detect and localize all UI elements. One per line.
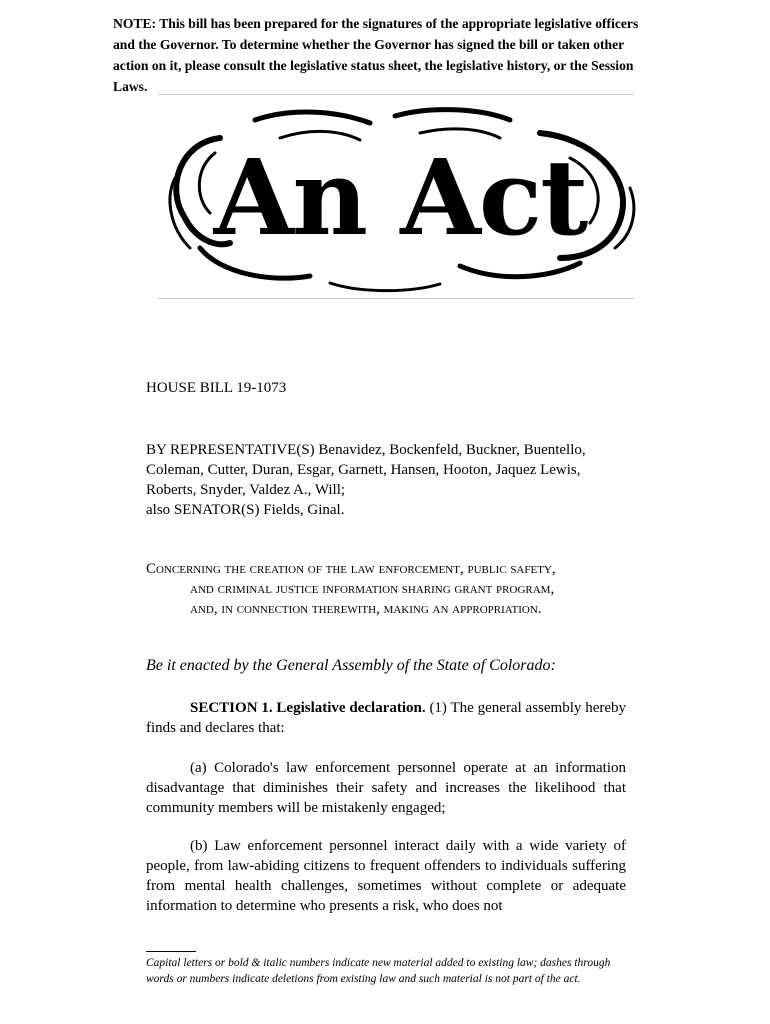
paragraph-b-text: (b) Law enforcement personnel interact daily with a wide variety of people, from law-abiding citizens to frequent offenders to individuals suffering from mental health challenges, sometimes without complete or adequate information to determine who presents a risk, who does not xyxy=(146,838,626,914)
section-1-text: (1) The general assembly hereby finds and declares that: xyxy=(146,700,627,736)
status-note: NOTE: This bill has been prepared for the signatures of the appropriate legislative officers and the Governor. To determine whether the Governor has signed the bill or taken other action on it, please consult the legislative status sheet, the legislative history, or the Session Laws. xyxy=(113,16,639,94)
footnote: Capital letters or bold & italic numbers indicate new material added to existing law; dashes through words or numbers indicate deletions from existing law and such material is not part of the act. xyxy=(146,957,611,985)
sponsors-line: BY REPRESENTATIVE(S) Benavidez, Bockenfeld, Buckner, Buentello, xyxy=(146,442,586,458)
bill-title xyxy=(146,559,631,619)
enacting-clause: Be it enacted by the General Assembly of the State of Colorado: xyxy=(146,657,556,674)
sponsors-line: Roberts, Snyder, Valdez A., Will; xyxy=(146,482,346,498)
bill-number: HOUSE BILL 19-1073 xyxy=(146,380,287,396)
an-act-logo xyxy=(160,98,640,296)
section-1-heading: SECTION 1. Legislative declaration. xyxy=(190,700,426,716)
title-first-letter: C xyxy=(146,561,157,577)
header-divider-top xyxy=(158,94,634,95)
title-line: and criminal justice information sharing grant program, xyxy=(190,581,555,597)
paragraph-a-text: (a) Colorado's law enforcement personnel operate at an information disadvantage that diminishes their safety and increases the likelihood that community members will be mistakenly engaged; xyxy=(146,760,626,816)
title-line: oncerning the creation of the law enforcement, public safety, xyxy=(156,561,556,577)
header-divider-bottom xyxy=(158,298,634,299)
footnote-divider xyxy=(146,951,196,952)
title-line: and, in connection therewith, making an appropriation. xyxy=(190,601,542,617)
sponsors-line: Coleman, Cutter, Duran, Esgar, Garnett, Hansen, Hooton, Jaquez Lewis, xyxy=(146,462,581,478)
sponsors-line: also SENATOR(S) Fields, Ginal. xyxy=(146,502,345,518)
paragraph-a xyxy=(146,758,626,818)
an-act-title: An Act xyxy=(213,135,587,259)
sponsors xyxy=(146,440,631,520)
paragraph-b xyxy=(146,836,626,916)
section-1-paragraph xyxy=(146,698,626,738)
